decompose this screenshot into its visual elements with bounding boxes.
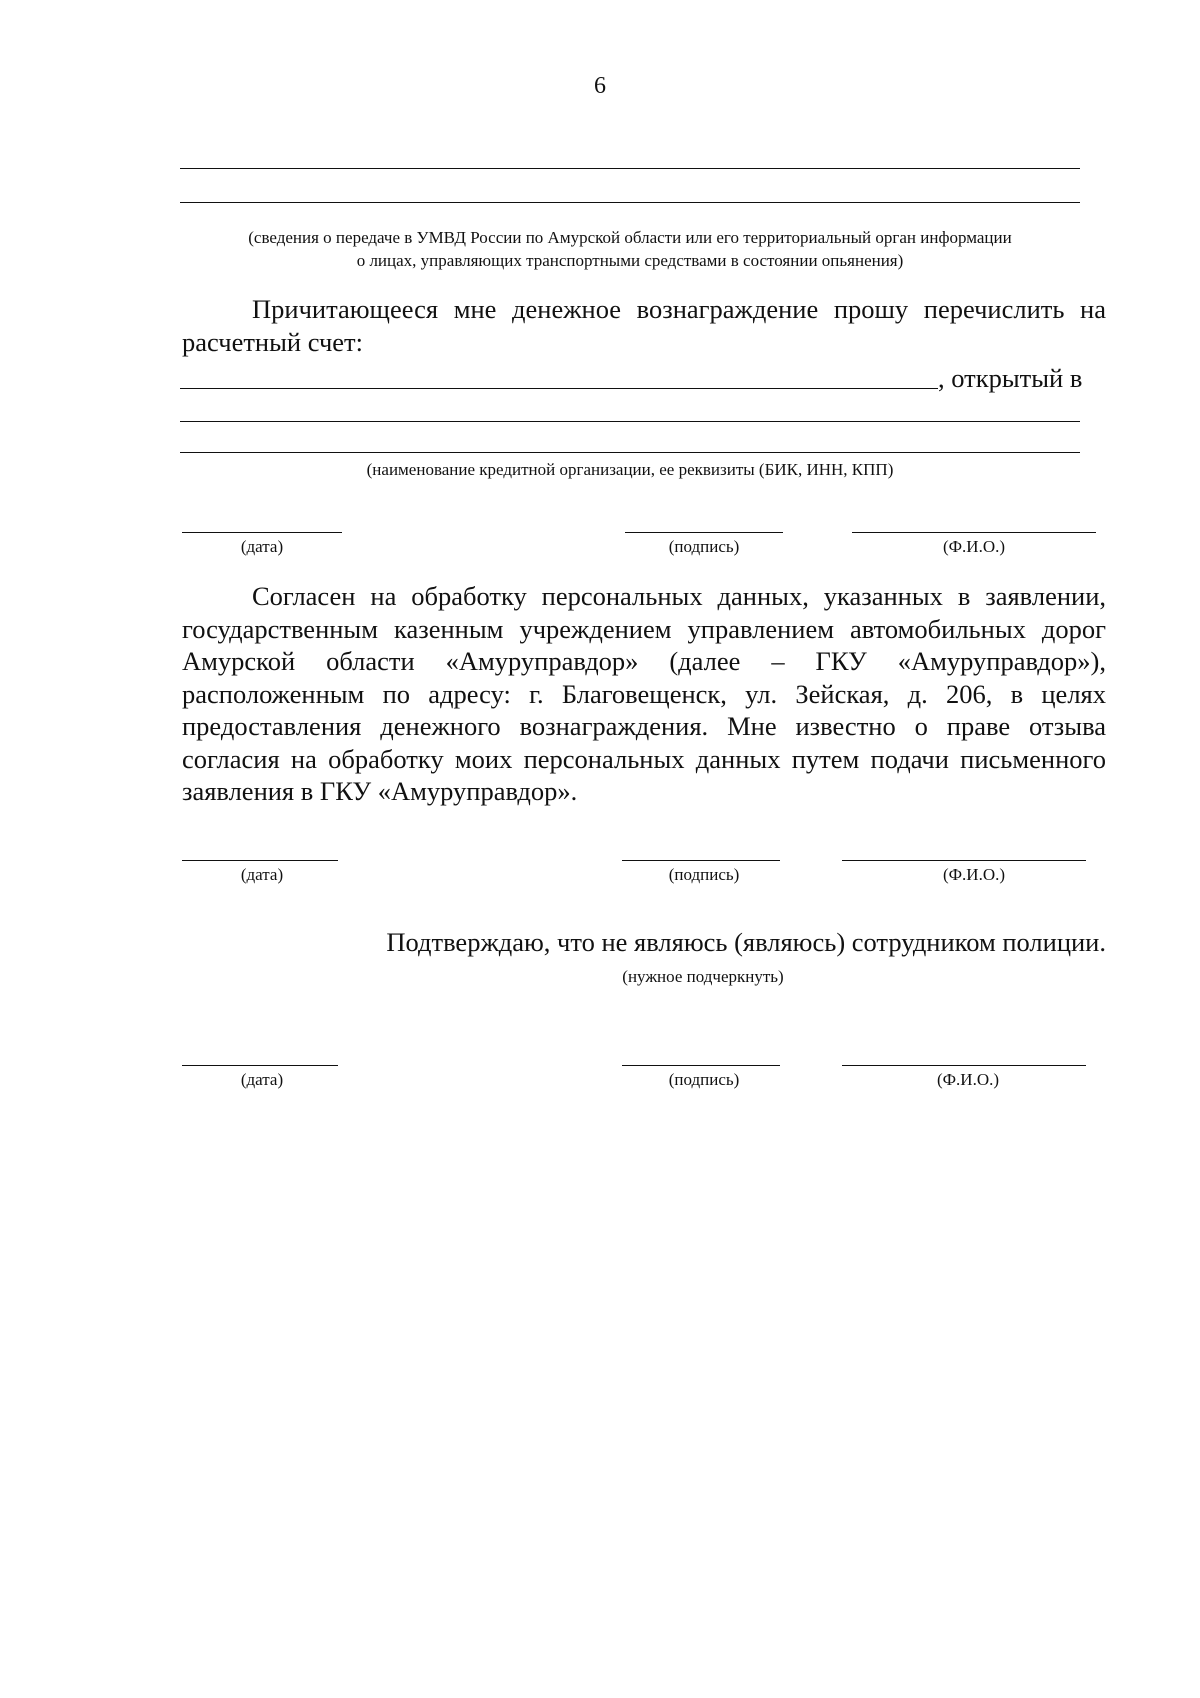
full-name-line[interactable] (842, 860, 1086, 861)
signature-label: (подпись) (668, 1070, 740, 1089)
signature-line[interactable] (622, 1065, 780, 1066)
date-line[interactable] (182, 860, 338, 861)
full-name-line[interactable] (852, 532, 1096, 533)
date-label: (дата) (240, 537, 284, 556)
signature-label: (подпись) (668, 537, 740, 556)
signature-line[interactable] (625, 532, 783, 533)
reward-paragraph: Причитающееся мне денежное вознаграждение прошу перечислить на расчетный счет: (182, 294, 1106, 357)
bank-caption: (наименование кредитной организации, ее реквизиты (БИК, ИНН, КПП) (366, 460, 894, 479)
date-label: (дата) (240, 1070, 284, 1089)
police-info-caption-line-1: (сведения о передаче в УМВД России по Амурской области или его территориальный орган информации (248, 228, 1012, 247)
police-info-caption-line-2: о лицах, управляющих транспортными средствами в состоянии опьянения) (356, 251, 904, 270)
police-info-line-2[interactable] (180, 202, 1080, 203)
date-line[interactable] (182, 532, 342, 533)
full-name-label: (Ф.И.О.) (942, 865, 1006, 884)
date-line[interactable] (182, 1065, 338, 1066)
account-number-line[interactable] (180, 388, 938, 389)
confirm-hint: (нужное подчеркнуть) (622, 967, 784, 986)
full-name-label: (Ф.И.О.) (942, 537, 1006, 556)
signature-label: (подпись) (668, 865, 740, 884)
bank-name-line-2[interactable] (180, 452, 1080, 453)
opened-in-label: , открытый в (938, 363, 1083, 393)
police-status-confirmation: Подтверждаю, что не являюсь (являюсь) сотрудником полиции. (386, 927, 1106, 957)
police-info-line-1[interactable] (180, 168, 1080, 169)
date-label: (дата) (240, 865, 284, 884)
consent-paragraph: Согласен на обработку персональных данных, указанных в заявлении, государственным казенным учреждением управлением автомобильных дорог Амурской области «Амуруправдор» (далее – ГКУ «Амуруправдор»), расположенным по адресу: г. Благовещенск, ул. Зейская, д. 206, в целях предоставления денежного вознаграждения. Мне известно о праве отзыва согласия на обработку моих персональных данных путем подачи письменного заявления в ГКУ «Амуруправдор». (182, 581, 1106, 806)
full-name-label: (Ф.И.О.) (936, 1070, 1000, 1089)
bank-name-line-1[interactable] (180, 421, 1080, 422)
police-info-caption (150, 226, 1110, 272)
page-number: 6 (594, 73, 606, 99)
full-name-line[interactable] (842, 1065, 1086, 1066)
signature-line[interactable] (622, 860, 780, 861)
